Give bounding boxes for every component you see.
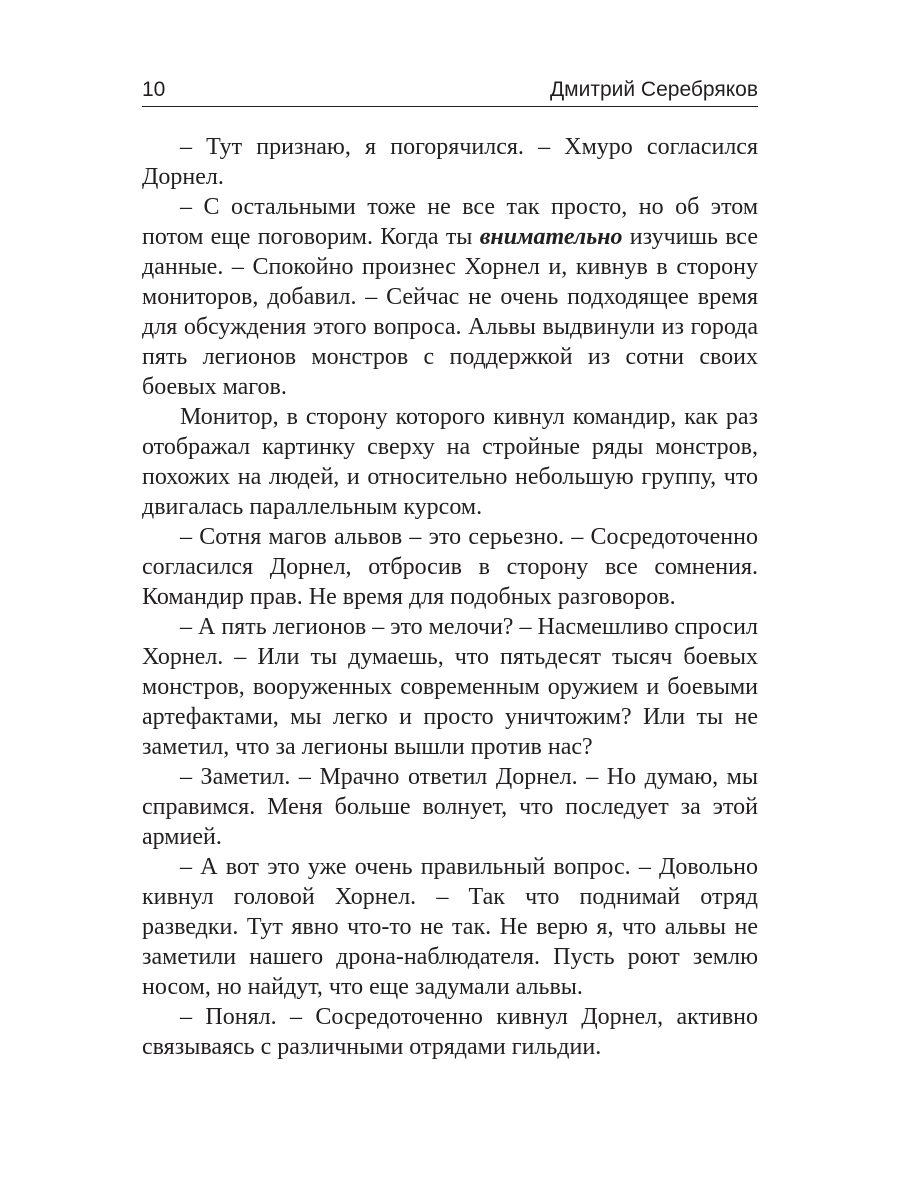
paragraph-4: – Сотня магов альвов – это серьезно. – Сосредоточенно согласился Дорнел, отбросив в сторону все сомнения. Командир прав. Не время для подобных разговоров.: [142, 524, 758, 610]
page-number: 10: [142, 78, 166, 101]
running-head-author: Дмитрий Серебряков: [549, 78, 758, 101]
page-header: [142, 72, 758, 107]
paragraph-5: – А пять легионов – это мелочи? – Насмешливо спросил Хорнел. – Или ты думаешь, что пятьдесят тысяч боевых монстров, вооруженных современным оружием и боевыми артефактами, мы легко и просто уничтожим? Или ты не заметил, что за легионы вышли против нас?: [142, 614, 758, 760]
paragraph-2-end: изучишь все данные. – Спокойно произнес Хорнел и, кивнув в сторону мониторов, добавил. – Сейчас не очень подходящее время для обсуждения этого вопроса. Альвы выдвинули из города пять легионов монстров с поддержкой из сотни своих боевых магов.: [142, 224, 758, 400]
paragraph-2-start: – С остальными тоже не все так просто, но об этом потом еще поговорим. Когда ты: [142, 194, 758, 250]
page-body: [142, 132, 758, 1062]
paragraph-1: – Тут признаю, я погорячился. – Хмуро согласился Дорнел.: [142, 134, 758, 190]
paragraph-6: – Заметил. – Мрачно ответил Дорнел. – Но думаю, мы справимся. Меня больше волнует, что последует за этой армией.: [142, 764, 758, 850]
paragraph-7: – А вот это уже очень правильный вопрос. – Довольно кивнул головой Хорнел. – Так что поднимай отряд разведки. Тут явно что-то не так. Не верю я, что альвы не заметили нашего дрона-наблюдателя. Пусть роют землю носом, но найдут, что еще задумали альвы.: [142, 854, 758, 1000]
paragraph-3: Монитор, в сторону которого кивнул командир, как раз отображал картинку сверху на стройные ряды монстров, похожих на людей, и относительно небольшую группу, что двигалась параллельным курсом.: [142, 404, 758, 520]
paragraph-8: – Понял. – Сосредоточенно кивнул Дорнел, активно связываясь с различными отрядами гильдии.: [142, 1004, 758, 1060]
paragraph-2: [142, 192, 758, 402]
emphasis-word: внимательно: [479, 224, 623, 250]
